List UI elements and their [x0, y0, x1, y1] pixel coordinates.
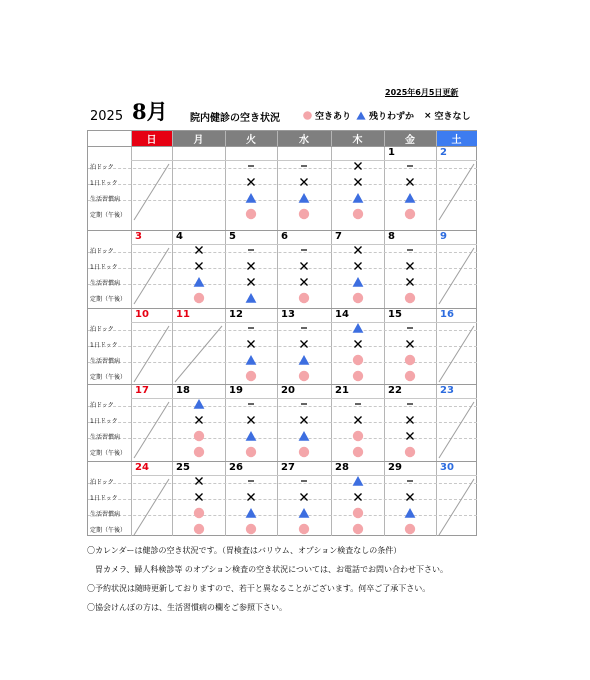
note-line: 〇カレンダーは健診の空き状況です。（胃検査はバリウム、オプション検査なしの条件）	[87, 546, 402, 555]
row-label: 定期（午後）	[90, 374, 127, 381]
full-cross-icon	[352, 414, 364, 426]
day-number: 7	[335, 231, 342, 242]
day-number: 16	[440, 309, 454, 320]
row-label: 定期（午後）	[90, 296, 127, 303]
dash-icon	[404, 322, 416, 334]
available-circle-icon	[193, 292, 205, 304]
available-circle-icon	[298, 208, 310, 220]
full-cross-icon	[404, 338, 416, 350]
day-number: 8	[388, 231, 395, 242]
note-line: 胃カメラ、婦人科検診等 のオプション検査の空き状況については、お電話でお問い合わせ下さい。	[87, 565, 449, 574]
dash-icon	[298, 475, 310, 487]
day-number: 1	[388, 147, 395, 158]
day-number: 25	[176, 462, 190, 473]
few-left-triangle-icon	[352, 475, 364, 487]
row-label: 1日ドック	[90, 495, 118, 502]
available-circle-icon	[193, 507, 205, 519]
row-label: 定期（午後）	[90, 450, 127, 457]
available-circle-icon	[298, 370, 310, 382]
legend-few	[356, 109, 414, 122]
available-circle-icon	[352, 292, 364, 304]
day-number: 5	[229, 231, 236, 242]
available-circle-icon	[245, 208, 257, 220]
full-cross-icon	[352, 176, 364, 188]
few-left-triangle-icon	[245, 292, 257, 304]
day-number: 12	[229, 309, 243, 320]
day-number: 15	[388, 309, 402, 320]
closed-day-slash	[436, 399, 477, 461]
weekday-header: 水	[277, 131, 331, 146]
updated-date: 2025年6月5日更新	[385, 88, 459, 97]
calendar-header	[88, 96, 488, 126]
dash-icon	[245, 160, 257, 172]
legend-available	[303, 109, 351, 122]
day-number: 21	[335, 385, 349, 396]
few-left-triangle-icon	[352, 322, 364, 334]
dash-icon	[404, 475, 416, 487]
dash-icon	[245, 398, 257, 410]
full-cross-icon	[352, 338, 364, 350]
day-number: 2	[440, 147, 447, 158]
full-cross-icon	[404, 491, 416, 503]
available-circle-icon	[352, 446, 364, 458]
full-cross-icon	[404, 414, 416, 426]
closed-day-slash	[131, 399, 172, 461]
few-left-triangle-icon	[245, 430, 257, 442]
day-number: 4	[176, 231, 183, 242]
full-cross-icon	[245, 260, 257, 272]
few-left-triangle-icon	[193, 276, 205, 288]
available-circle-icon	[352, 430, 364, 442]
few-left-triangle-icon	[245, 354, 257, 366]
weekday-header: 月	[172, 131, 225, 146]
few-left-triangle-icon	[298, 430, 310, 442]
day-number: 3	[135, 231, 142, 242]
page-title: 院内健診の空き状況	[190, 113, 280, 124]
available-circle-icon	[193, 523, 205, 535]
closed-day-slash	[131, 161, 172, 223]
available-circle-icon	[193, 446, 205, 458]
day-number: 18	[176, 385, 190, 396]
full-cross-icon	[404, 176, 416, 188]
full-cross-icon	[298, 276, 310, 288]
few-left-triangle-icon	[298, 507, 310, 519]
available-circle-icon	[352, 354, 364, 366]
dash-icon	[404, 160, 416, 172]
dash-icon	[245, 475, 257, 487]
available-circle-icon	[404, 354, 416, 366]
day-number: 20	[281, 385, 295, 396]
closed-day-slash	[131, 245, 172, 307]
few-left-triangle-icon	[404, 507, 416, 519]
legend-label: 残りわずか	[369, 112, 415, 122]
cross-icon: ×	[424, 110, 432, 121]
row-label: 泊ドック	[90, 479, 114, 486]
dash-icon	[245, 244, 257, 256]
weekday-header: 金	[384, 131, 436, 146]
row-label: 1日ドック	[90, 418, 118, 425]
few-left-triangle-icon	[193, 398, 205, 410]
availability-calendar	[87, 130, 477, 536]
row-label: 定期（午後）	[90, 527, 127, 534]
day-number: 29	[388, 462, 402, 473]
day-number: 30	[440, 462, 454, 473]
full-cross-icon	[298, 491, 310, 503]
weekday-header: 日	[131, 131, 172, 146]
row-label: 泊ドック	[90, 164, 114, 171]
available-circle-icon	[245, 370, 257, 382]
dash-icon	[298, 160, 310, 172]
full-cross-icon	[193, 414, 205, 426]
dash-icon	[298, 244, 310, 256]
full-cross-icon	[245, 176, 257, 188]
available-circle-icon	[404, 446, 416, 458]
full-cross-icon	[352, 260, 364, 272]
full-cross-icon	[245, 276, 257, 288]
available-circle-icon	[404, 523, 416, 535]
full-cross-icon	[404, 276, 416, 288]
legend-full	[424, 109, 471, 122]
few-left-triangle-icon	[245, 192, 257, 204]
dash-icon	[404, 244, 416, 256]
year-label: 2025	[90, 109, 124, 124]
day-number: 19	[229, 385, 243, 396]
full-cross-icon	[298, 338, 310, 350]
dash-icon	[404, 398, 416, 410]
few-left-triangle-icon	[298, 192, 310, 204]
full-cross-icon	[404, 260, 416, 272]
note-line: 〇協会けんぽの方は、生活習慣病の欄をご参照下さい。	[87, 603, 287, 612]
weekday-header: 木	[331, 131, 384, 146]
day-number: 26	[229, 462, 243, 473]
row-label: 生活習慣病	[90, 434, 121, 441]
row-label: 1日ドック	[90, 264, 118, 271]
row-label: 1日ドック	[90, 180, 118, 187]
weekday-header: 火	[225, 131, 277, 146]
full-cross-icon	[193, 491, 205, 503]
closed-day-slash	[436, 245, 477, 307]
row-label: 定期（午後）	[90, 212, 127, 219]
full-cross-icon	[193, 244, 205, 256]
closed-day-slash	[436, 476, 477, 538]
day-number: 6	[281, 231, 288, 242]
full-cross-icon	[245, 491, 257, 503]
full-cross-icon	[193, 260, 205, 272]
full-cross-icon	[298, 414, 310, 426]
day-number: 28	[335, 462, 349, 473]
closed-day-slash	[131, 323, 172, 385]
few-left-triangle-icon	[298, 354, 310, 366]
closed-day-slash	[436, 323, 477, 385]
circle-icon	[303, 111, 312, 120]
dash-icon	[245, 322, 257, 334]
full-cross-icon	[298, 260, 310, 272]
notes	[87, 541, 448, 617]
month-label: 8月	[132, 99, 168, 124]
closed-day-slash	[131, 476, 172, 538]
full-cross-icon	[352, 244, 364, 256]
available-circle-icon	[352, 208, 364, 220]
day-number: 10	[135, 309, 149, 320]
available-circle-icon	[298, 446, 310, 458]
dash-icon	[352, 398, 364, 410]
day-number: 9	[440, 231, 447, 242]
full-cross-icon	[193, 475, 205, 487]
few-left-triangle-icon	[352, 192, 364, 204]
day-number: 14	[335, 309, 349, 320]
available-circle-icon	[404, 292, 416, 304]
few-left-triangle-icon	[352, 276, 364, 288]
row-label: 泊ドック	[90, 326, 114, 333]
few-left-triangle-icon	[245, 507, 257, 519]
available-circle-icon	[352, 507, 364, 519]
day-number: 22	[388, 385, 402, 396]
day-number: 27	[281, 462, 295, 473]
available-circle-icon	[298, 523, 310, 535]
note-line: 〇予約状況は随時更新しておりますので、若干と異なることがございます。何卒ご了承下さい。	[87, 584, 431, 593]
full-cross-icon	[352, 491, 364, 503]
available-circle-icon	[404, 208, 416, 220]
available-circle-icon	[245, 446, 257, 458]
available-circle-icon	[298, 292, 310, 304]
row-label: 生活習慣病	[90, 358, 121, 365]
available-circle-icon	[404, 370, 416, 382]
closed-day-slash	[172, 323, 225, 385]
available-circle-icon	[352, 523, 364, 535]
row-label: 1日ドック	[90, 342, 118, 349]
day-number: 24	[135, 462, 149, 473]
row-label: 泊ドック	[90, 402, 114, 409]
full-cross-icon	[245, 414, 257, 426]
available-circle-icon	[352, 370, 364, 382]
available-circle-icon	[245, 523, 257, 535]
weekday-header: 土	[436, 131, 477, 146]
row-label: 生活習慣病	[90, 511, 121, 518]
row-label: 泊ドック	[90, 248, 114, 255]
full-cross-icon	[404, 430, 416, 442]
day-number: 13	[281, 309, 295, 320]
day-number: 11	[176, 309, 190, 320]
few-left-triangle-icon	[404, 192, 416, 204]
row-label: 生活習慣病	[90, 280, 121, 287]
legend-label: 空きなし	[434, 112, 471, 122]
full-cross-icon	[245, 338, 257, 350]
triangle-icon	[356, 111, 366, 120]
full-cross-icon	[352, 160, 364, 172]
full-cross-icon	[298, 176, 310, 188]
dash-icon	[298, 398, 310, 410]
row-label: 生活習慣病	[90, 196, 121, 203]
day-number: 17	[135, 385, 149, 396]
closed-day-slash	[436, 161, 477, 223]
dash-icon	[298, 322, 310, 334]
available-circle-icon	[193, 430, 205, 442]
legend-label: 空きあり	[315, 112, 352, 122]
day-number: 23	[440, 385, 454, 396]
grid-line	[88, 146, 477, 147]
